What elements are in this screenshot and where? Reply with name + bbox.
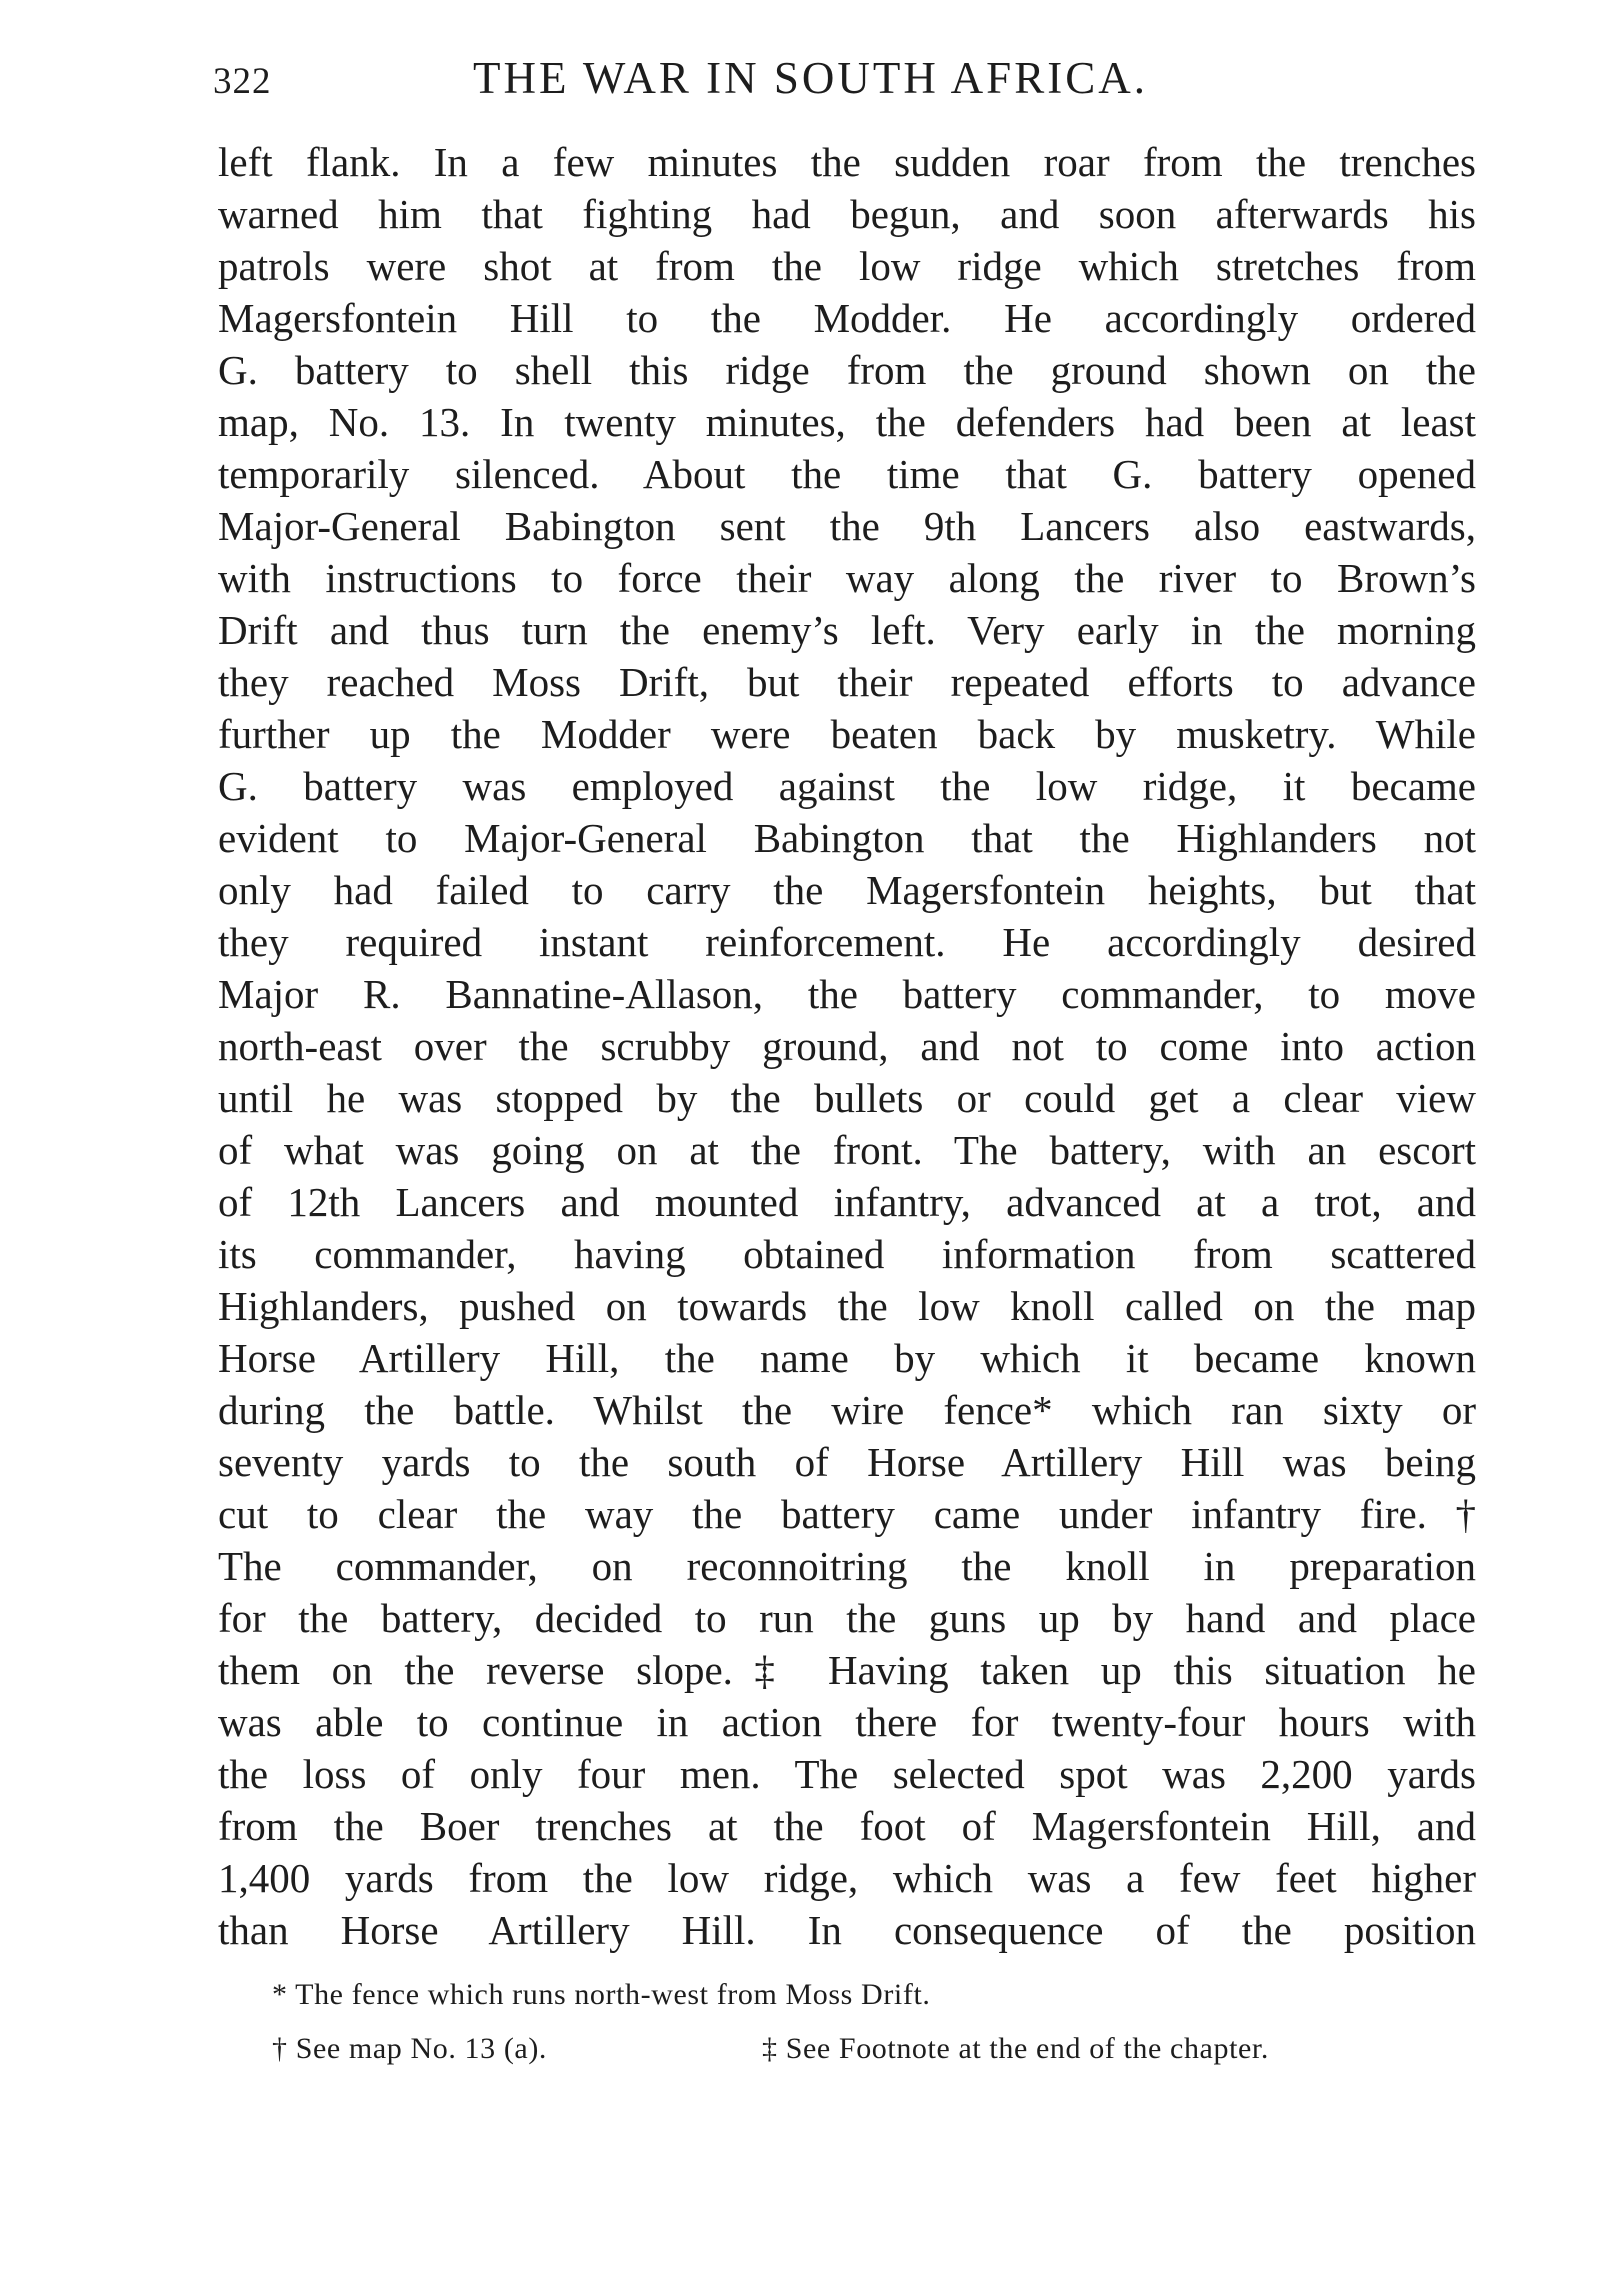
text-line: Magersfontein Hill to the Modder. He accordingly ordered xyxy=(218,295,1476,341)
running-head xyxy=(213,52,1463,112)
text-line: map, No. 13. In twenty minutes, the defenders had been at least xyxy=(218,399,1476,445)
footnote-row xyxy=(272,2022,1422,2076)
text-line: temporarily silenced. About the time that G. battery opened xyxy=(218,451,1476,497)
text-line: seventy yards to the south of Horse Artillery Hill was being xyxy=(218,1439,1476,1485)
text-line: the loss of only four men. The selected spot was 2,200 yards xyxy=(218,1751,1476,1797)
text-line: its commander, having obtained information from scattered xyxy=(218,1231,1476,1277)
text-line: from the Boer trenches at the foot of Magersfontein Hill, and xyxy=(218,1803,1476,1849)
text-line: G. battery was employed against the low ridge, it became xyxy=(218,763,1476,809)
running-title: THE WAR IN SOUTH AFRICA. xyxy=(473,53,1148,103)
footnote-fence: * The fence which runs north-west from Moss Drift. xyxy=(272,1978,931,2011)
text-line: left flank. In a few minutes the sudden roar from the trenches xyxy=(218,139,1476,185)
footnote-chapter-end: ‡ See Footnote at the end of the chapter. xyxy=(762,2032,1269,2065)
text-line: they reached Moss Drift, but their repeated efforts to advance xyxy=(218,659,1476,705)
text-line: further up the Modder were beaten back by musketry. While xyxy=(218,711,1476,757)
text-line: only had failed to carry the Magersfontein heights, but that xyxy=(218,867,1476,913)
page-number: 322 xyxy=(213,61,272,102)
text-line: Major R. Bannatine-Allason, the battery commander, to move xyxy=(218,971,1476,1017)
text-line: than Horse Artillery Hill. In consequence of the position xyxy=(218,1907,1476,1953)
text-line: Horse Artillery Hill, the name by which it became known xyxy=(218,1335,1476,1381)
text-line: north-east over the scrubby ground, and not to come into action xyxy=(218,1023,1476,1069)
text-line: until he was stopped by the bullets or could get a clear view xyxy=(218,1075,1476,1121)
text-line: during the battle. Whilst the wire fence* which ran sixty or xyxy=(218,1387,1476,1433)
text-line: with instructions to force their way along the river to Brown’s xyxy=(218,555,1476,601)
body-text xyxy=(218,136,1476,1956)
text-line: cut to clear the way the battery came under infantry fire.† xyxy=(218,1491,1476,1537)
text-line: for the battery, decided to run the guns up by hand and place xyxy=(218,1595,1476,1641)
text-line: warned him that fighting had begun, and soon afterwards his xyxy=(218,191,1476,237)
footnote-map: † See map No. 13 (a). xyxy=(272,2032,548,2065)
text-line: them on the reverse slope.‡ Having taken up this situation he xyxy=(218,1647,1476,1693)
footnotes xyxy=(272,1968,1422,2076)
text-line: G. battery to shell this ridge from the ground shown on the xyxy=(218,347,1476,393)
text-line: of 12th Lancers and mounted infantry, advanced at a trot, and xyxy=(218,1179,1476,1225)
text-line: Highlanders, pushed on towards the low knoll called on the map xyxy=(218,1283,1476,1329)
text-line: evident to Major-General Babington that the Highlanders not xyxy=(218,815,1476,861)
text-line: patrols were shot at from the low ridge which stretches from xyxy=(218,243,1476,289)
text-line: they required instant reinforcement. He accordingly desired xyxy=(218,919,1476,965)
text-line: Drift and thus turn the enemy’s left. Very early in the morning xyxy=(218,607,1476,653)
text-line: 1,400 yards from the low ridge, which was a few feet higher xyxy=(218,1855,1476,1901)
text-line: of what was going on at the front. The battery, with an escort xyxy=(218,1127,1476,1173)
text-line: The commander, on reconnoitring the knoll in preparation xyxy=(218,1543,1476,1589)
text-line: was able to continue in action there for twenty-four hours with xyxy=(218,1699,1476,1745)
text-line: Major-General Babington sent the 9th Lancers also eastwards, xyxy=(218,503,1476,549)
